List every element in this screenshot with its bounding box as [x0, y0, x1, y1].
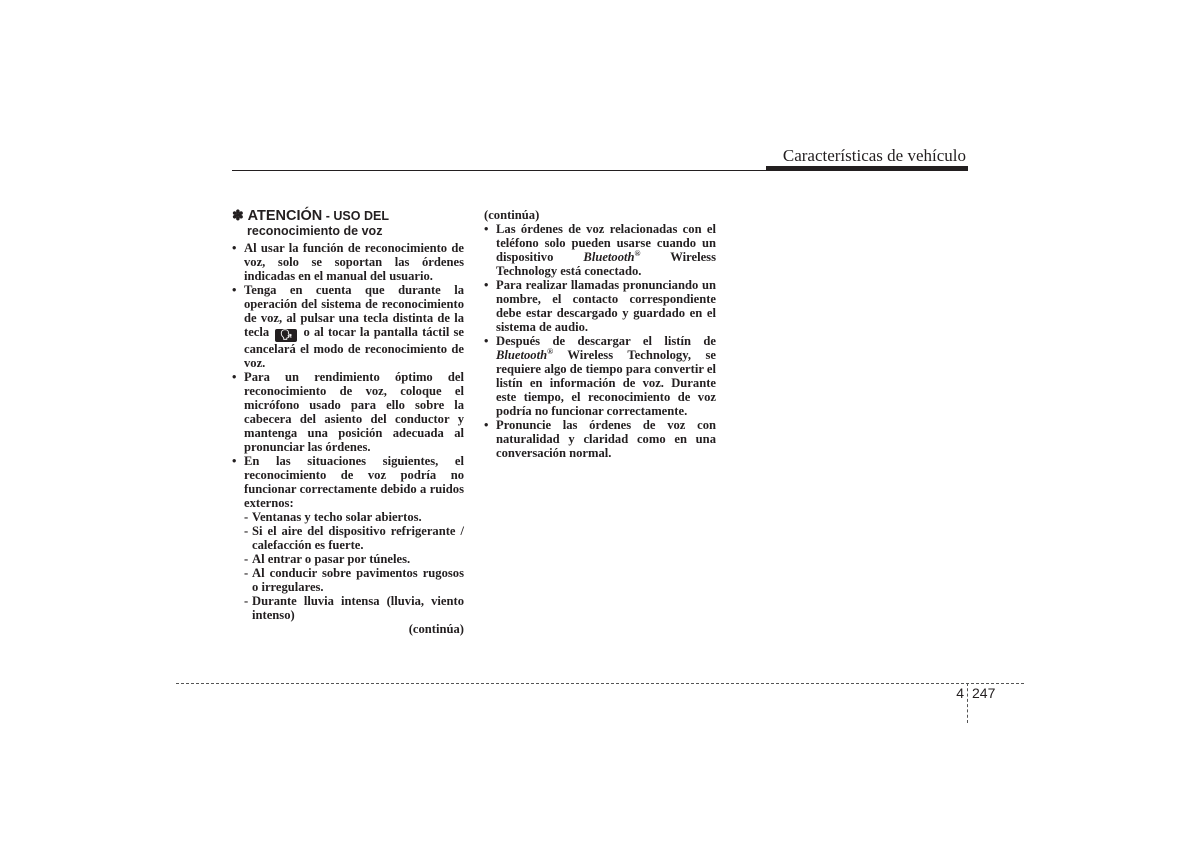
list-item: • Para realizar llamadas pronunciando un nombre, el contacto correspondiente debe estar descargado y guardado en el sistema de audio.: [484, 278, 716, 334]
page-header-title: Características de vehículo: [782, 146, 966, 165]
dash-item: - Al entrar o pasar por túneles.: [244, 552, 411, 566]
dash-item: - Si el aire del dispositivo refrigerante / calefacción es fuerte.: [244, 524, 464, 552]
notice-title-main: ATENCIÓN: [247, 208, 323, 224]
bullet-text: Para un rendimiento óptimo del reconocimiento de voz, coloque el micrófono usado para ello sobre la cabecera del asiento del conductor y mantenga una posición adecuada al pronunciar las órdenes.: [244, 370, 464, 454]
bullet-text: Las órdenes de voz relacionadas con el teléfono solo pueden usarse cuando un dispositivo Bluetooth® Wireless Technology está conectado.: [496, 222, 716, 278]
notice-heading: [232, 208, 464, 239]
dash-item: - Al conducir sobre pavimentos rugosos o irregulares.: [244, 566, 464, 594]
notice-title-rest: - USO DEL: [322, 209, 389, 223]
bullet-text: En las situaciones siguientes, el reconocimiento de voz podría no funcionar correctamente debido a ruidos externos:: [244, 454, 464, 510]
list-item: • Después de descargar el listín de Bluetooth® Wireless Technology, se requiere algo de tiempo para convertir el listín en información de voz. Durante este tiempo, el reconocimiento de voz podría no funcionar correctamente.: [484, 334, 716, 418]
section-number: 4: [956, 685, 964, 701]
continued-label: (continúa): [484, 208, 540, 222]
bullet-text: Tenga en cuenta que durante la operación del sistema de reconocimiento de voz, al pulsar una tecla distinta de la tecla 🗣︎ o al tocar la pantalla táctil se cancelará el modo de reconocimiento de voz.: [244, 283, 464, 370]
continued-label: (continúa): [408, 622, 464, 636]
bullet-text: Pronuncie las órdenes de voz con naturalidad y claridad como en una conversación normal.: [496, 418, 716, 460]
footer-divider: [176, 683, 1024, 684]
left-column: [232, 208, 464, 636]
right-column: [484, 208, 716, 460]
dash-item: - Ventanas y techo solar abiertos.: [244, 510, 422, 524]
list-item: • Tenga en cuenta que durante la operación del sistema de reconocimiento de voz, al pulsar una tecla distinta de la tecla 🗣︎ o al tocar la pantalla táctil se cancelará el modo de reconocimiento de voz.: [232, 283, 464, 370]
bullet-text: Al usar la función de reconocimiento de voz, solo se soportan las órdenes indicadas en el manual del usuario.: [244, 241, 464, 283]
footer-vertical-divider: [967, 683, 968, 723]
page-number: 247: [972, 685, 996, 701]
list-item: • En las situaciones siguientes, el reconocimiento de voz podría no funcionar correctamente debido a ruidos externos:: [232, 454, 464, 510]
list-item: • Al usar la función de reconocimiento de voz, solo se soportan las órdenes indicadas en el manual del usuario.: [232, 241, 464, 283]
voice-recognition-key-icon: 🗣︎: [275, 329, 297, 342]
bullet-text: Para realizar llamadas pronunciando un nombre, el contacto correspondiente debe estar descargado y guardado en el sistema de audio.: [496, 278, 716, 334]
header-rule-accent: [766, 166, 968, 171]
list-item: • Pronuncie las órdenes de voz con naturalidad y claridad como en una conversación normal.: [484, 418, 716, 460]
bullet-text: Después de descargar el listín de Bluetooth® Wireless Technology, se requiere algo de tiempo para convertir el listín en información de voz. Durante este tiempo, el reconocimiento de voz podría no funcionar correctamente.: [496, 334, 716, 418]
list-item: • Las órdenes de voz relacionadas con el teléfono solo pueden usarse cuando un dispositivo Bluetooth® Wireless Technology está conectado.: [484, 222, 716, 278]
list-item: • Para un rendimiento óptimo del reconocimiento de voz, coloque el micrófono usado para ello sobre la cabecera del asiento del conductor y mantenga una posición adecuada al pronunciar las órdenes.: [232, 370, 464, 454]
notice-title-line2: reconocimiento de voz: [247, 224, 383, 238]
dash-item: - Durante lluvia intensa (lluvia, viento intenso): [244, 594, 464, 622]
asterisk-icon: ✽: [232, 207, 244, 223]
